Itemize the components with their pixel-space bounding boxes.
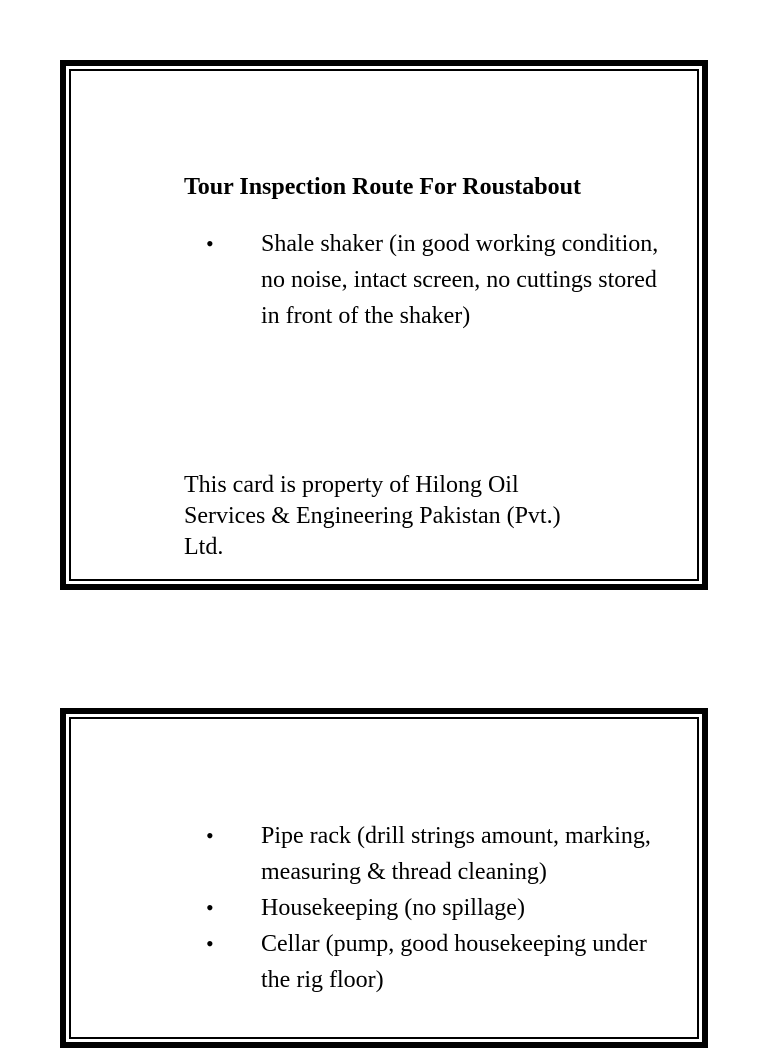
list-item bbox=[184, 226, 674, 334]
list-item-text: Pipe rack (drill strings amount, marking, measuring & thread cleaning) bbox=[261, 823, 651, 885]
bullet-icon: • bbox=[206, 823, 214, 848]
bullet-list bbox=[184, 818, 674, 998]
bullet-icon: • bbox=[206, 931, 214, 956]
list-item bbox=[184, 926, 674, 998]
bullet-list bbox=[184, 226, 674, 334]
inspection-card-2 bbox=[60, 708, 708, 1048]
inspection-card-1 bbox=[60, 60, 708, 590]
list-item bbox=[184, 818, 674, 890]
list-item-text: Cellar (pump, good housekeeping under the rig floor) bbox=[261, 931, 647, 993]
ownership-notice: This card is property of Hilong Oil Services & Engineering Pakistan (Pvt.) Ltd. bbox=[184, 472, 561, 560]
card-title: Tour Inspection Route For Roustabout bbox=[184, 174, 581, 200]
bullet-icon: • bbox=[206, 895, 214, 920]
bullet-icon: • bbox=[206, 231, 214, 256]
list-item-text: Housekeeping (no spillage) bbox=[261, 895, 525, 921]
list-item-text: Shale shaker (in good working condition, no noise, intact screen, no cuttings stored in front of the shaker) bbox=[261, 231, 659, 329]
list-item bbox=[184, 890, 674, 926]
